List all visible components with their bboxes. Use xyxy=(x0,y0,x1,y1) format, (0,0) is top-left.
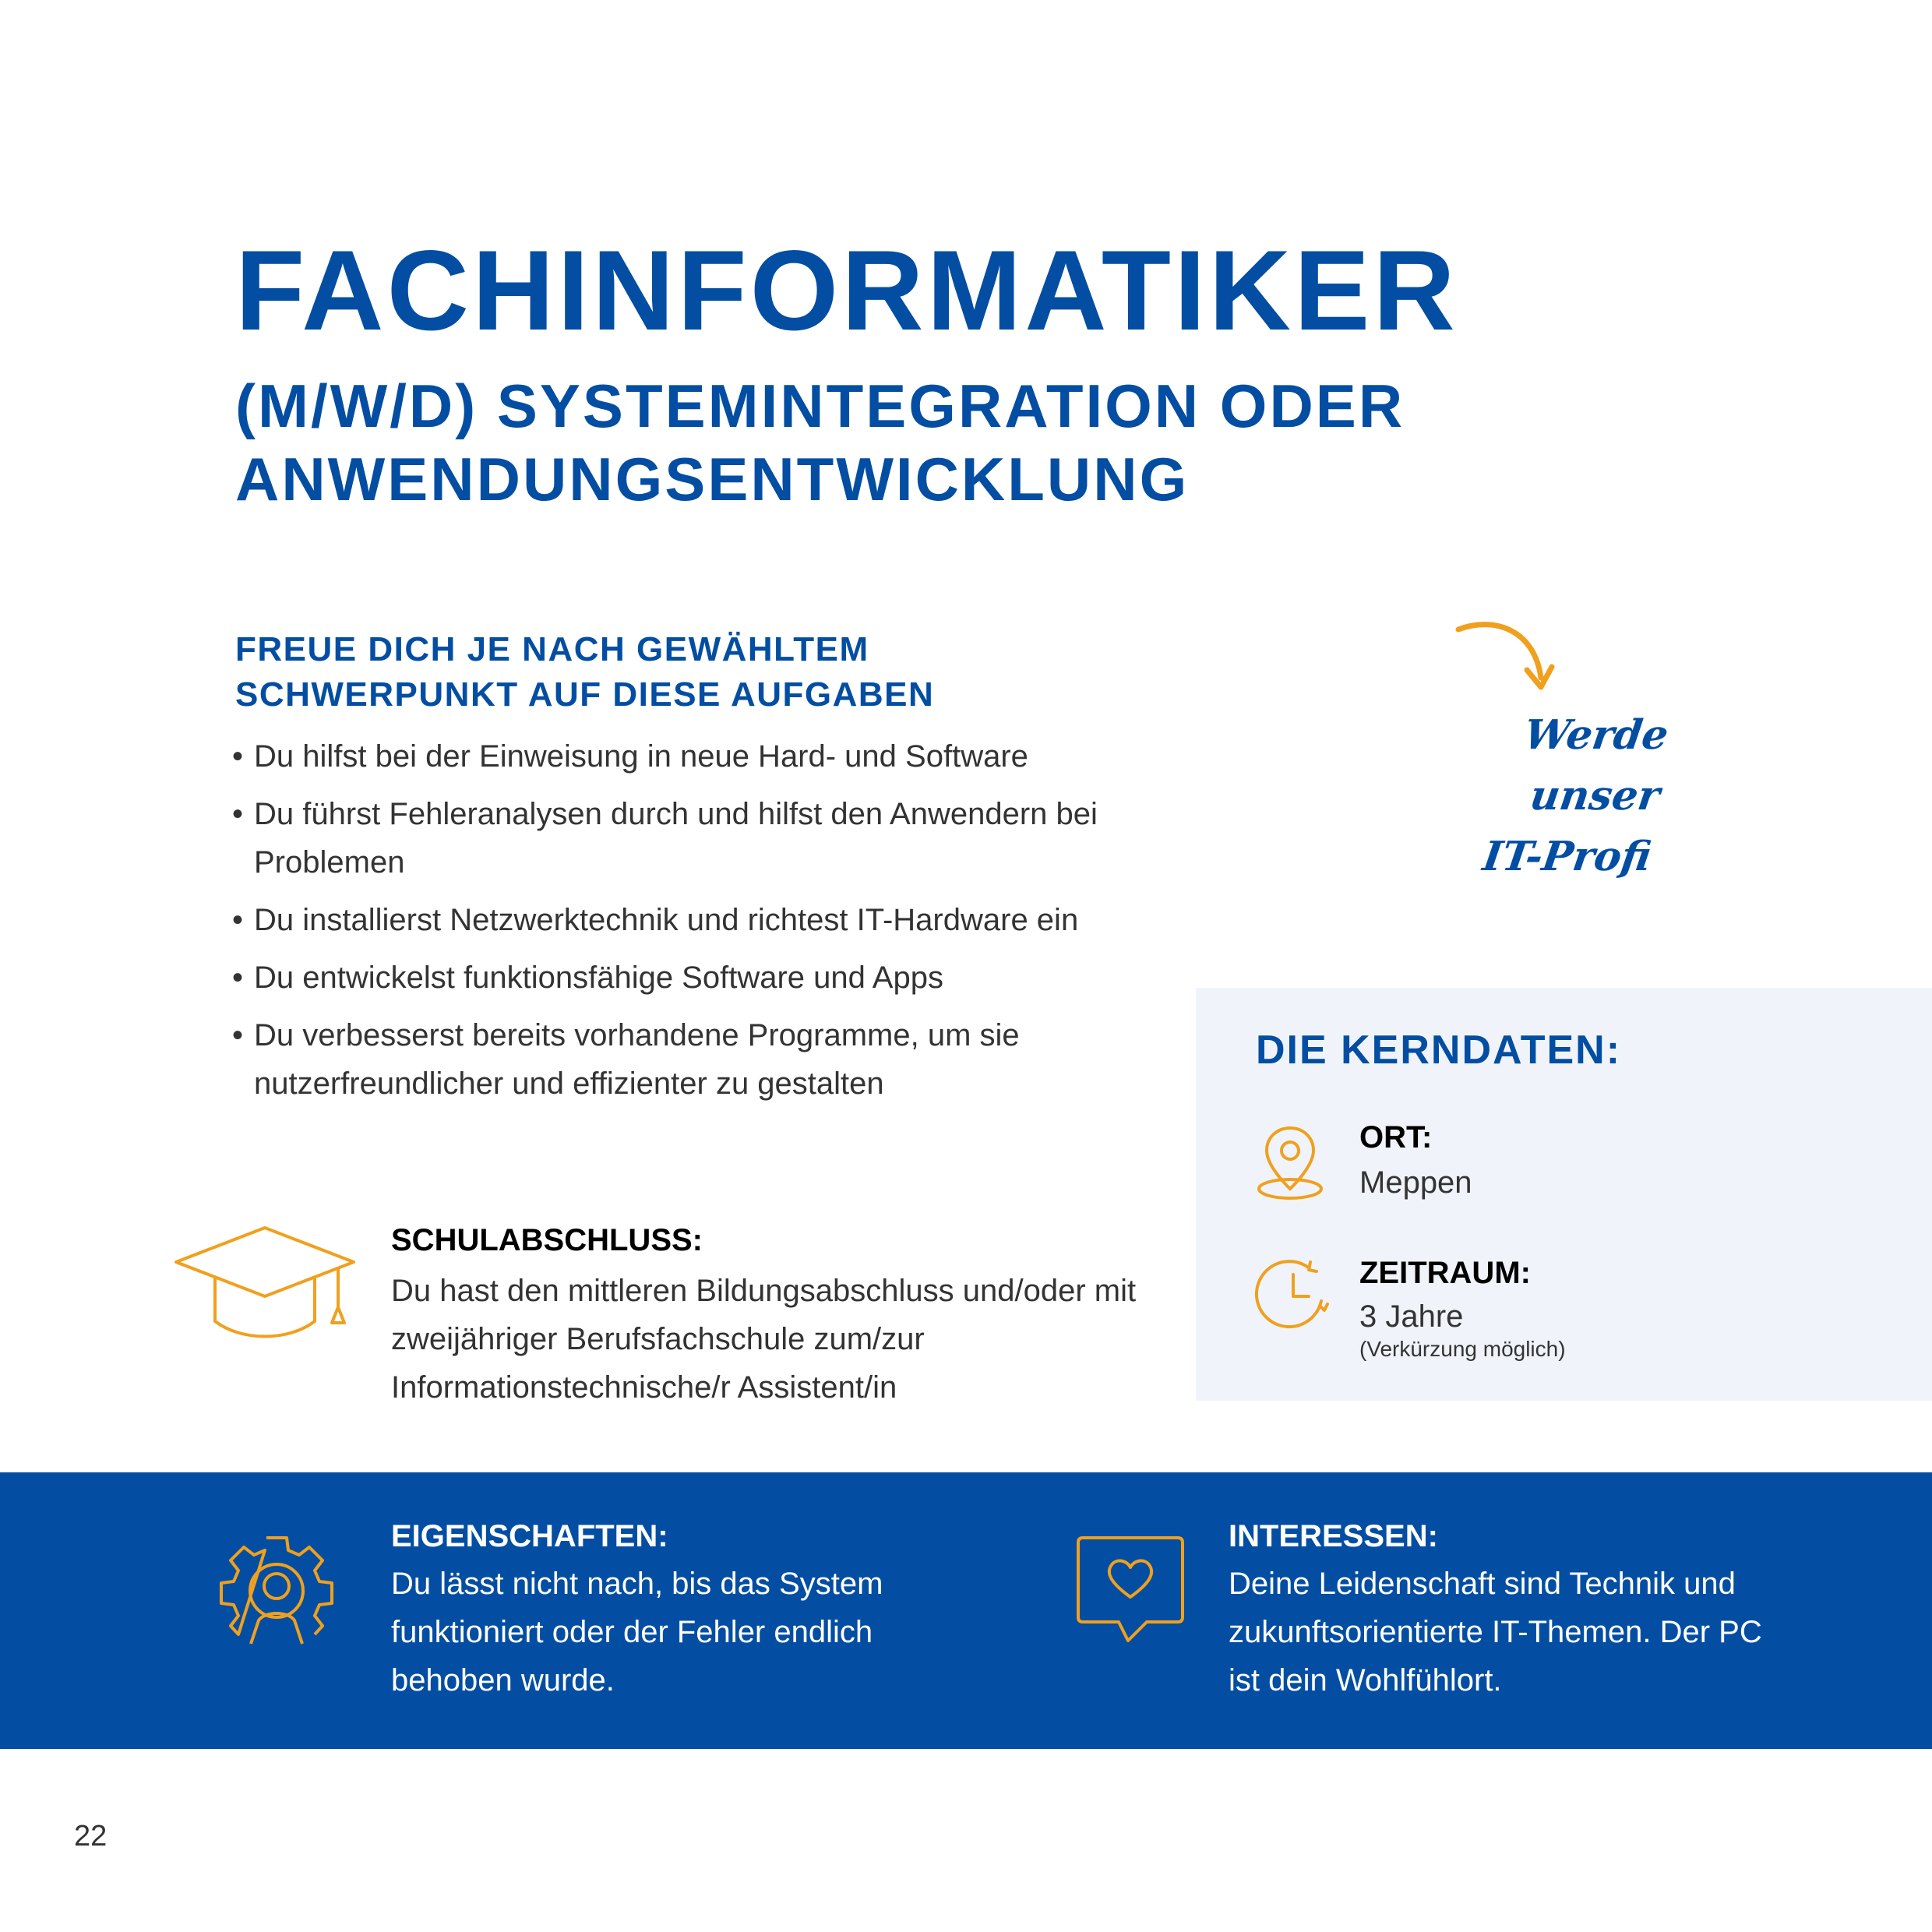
kerndaten-title: DIE KERNDATEN: xyxy=(1256,1028,1622,1073)
ort-value: Meppen xyxy=(1359,1165,1472,1200)
list-item: • Du führst Fehleranalysen durch und hilfst den Anwendern bei Problemen xyxy=(232,790,1150,887)
interessen-text: Deine Leidenschaft sind Technik und zukunftsorientierte IT-Themen. Der PC ist dein Wohlfühlort. xyxy=(1229,1567,1762,1698)
zeitraum-value: 3 Jahre xyxy=(1359,1299,1464,1334)
subtitle-line-1: (M/W/D) SYSTEMINTEGRATION ODER xyxy=(235,372,1405,440)
heart-message-icon xyxy=(1072,1530,1189,1647)
tasks-list xyxy=(232,732,1167,1117)
tasks-heading xyxy=(235,627,934,717)
zeitraum-label: ZEITRAUM: xyxy=(1359,1256,1531,1290)
interessen-label: INTERESSEN: xyxy=(1229,1519,1438,1553)
curved-arrow-icon xyxy=(1449,615,1558,701)
eigenschaften-label: EIGENSCHAFTEN: xyxy=(391,1519,668,1553)
eigenschaften-text: Du lässt nicht nach, bis das System funktioniert oder der Fehler endlich behoben wurde. xyxy=(391,1567,883,1698)
list-item: • Du verbesserst bereits vorhandene Programme, um sie nutzerfreundlicher und effizienter zu gestalten xyxy=(232,1011,1111,1108)
page-title: FACHINFORMATIKER xyxy=(235,227,1458,354)
clock-icon xyxy=(1253,1256,1331,1334)
ort-label: ORT: xyxy=(1359,1120,1433,1155)
page-subtitle xyxy=(235,369,1405,516)
list-item: • Du installierst Netzwerktechnik und richtest IT-Hardware ein xyxy=(232,896,1167,944)
list-item: • Du hilfst bei der Einweisung in neue Hard- und Software xyxy=(232,732,1167,781)
subtitle-line-2: ANWENDUNGSENTWICKLUNG xyxy=(235,445,1190,513)
graduation-cap-icon xyxy=(171,1223,358,1340)
gear-person-icon xyxy=(210,1527,343,1659)
list-item: • Du entwickelst funktionsfähige Software und Apps xyxy=(232,954,1167,1002)
tasks-heading-line-2: SCHWERPUNKT AUF DIESE AUFGABEN xyxy=(235,675,935,714)
page-number: 22 xyxy=(74,1820,108,1853)
schulabschluss-text: Du hast den mittleren Bildungsabschluss und/oder mit zweijähriger Berufsfachschule zum/zur Informationstechnische/r Assistent/in xyxy=(391,1274,1137,1405)
callout-line-1: Werde unser xyxy=(1521,711,1672,820)
zeitraum-note: (Verkürzung möglich) xyxy=(1359,1337,1566,1361)
tasks-heading-line-1: FREUE DICH JE NACH GEWÄHLTEM xyxy=(235,630,869,668)
location-pin-icon xyxy=(1254,1122,1326,1201)
callout-text xyxy=(1390,705,1673,887)
schulabschluss-label: SCHULABSCHLUSS: xyxy=(391,1223,703,1257)
callout-line-2: IT-Profi xyxy=(1479,833,1655,880)
